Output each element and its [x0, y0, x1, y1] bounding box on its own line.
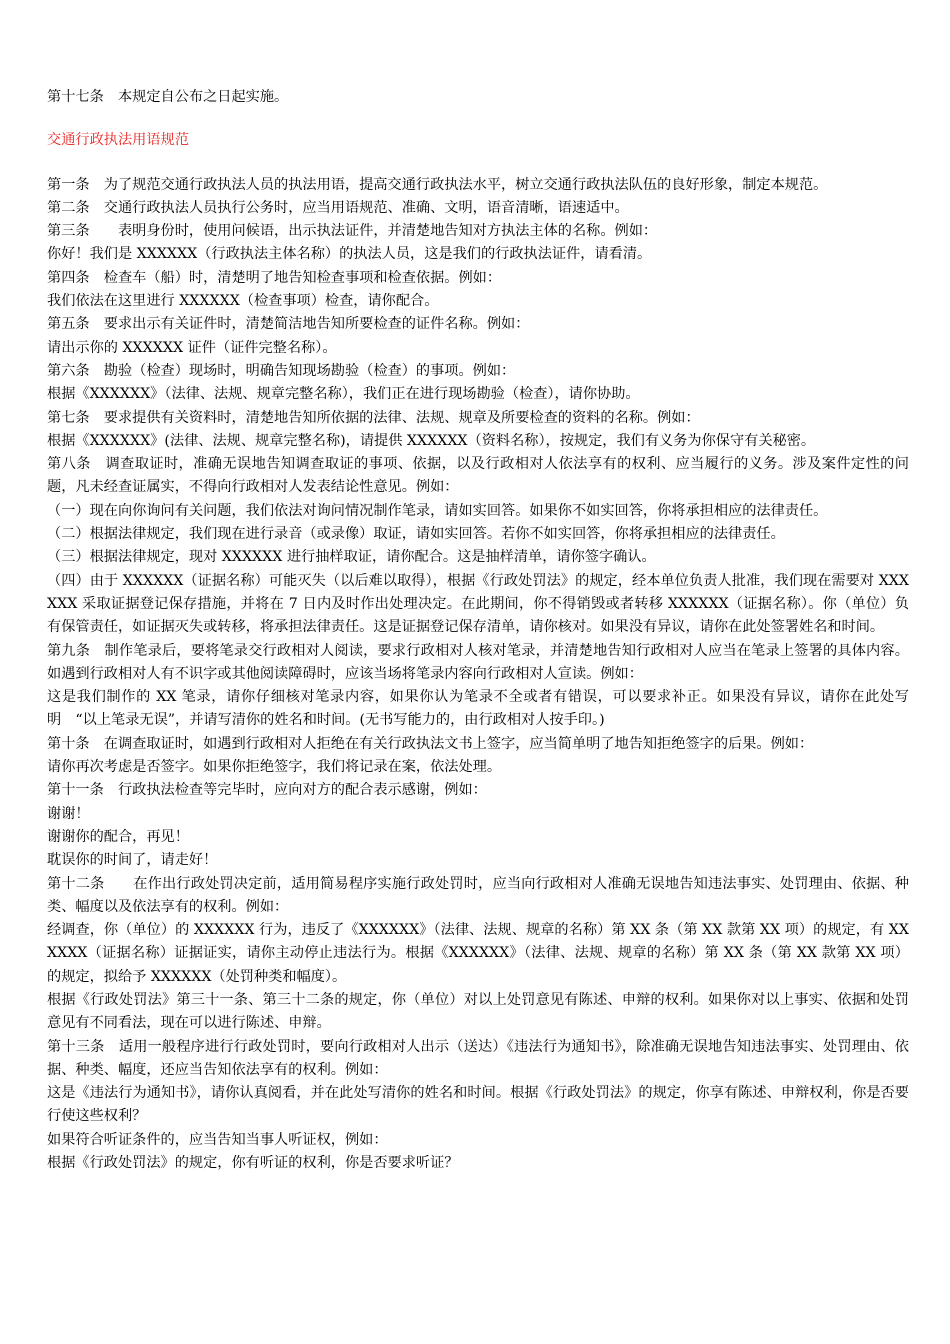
paragraph: 你好！我们是 XXXXXX（行政执法主体名称）的执法人员，这是我们的行政执法证件，请看清。	[47, 246, 652, 263]
paragraph: 第十三条 适用一般程序进行行政处罚时，要向行政相对人出示（送达）《违法行为通知书》，除准确无误地告知违法事实、处罚理由、依据、种类、幅度，还应当告知依法享有的权利。例如：	[47, 1038, 909, 1078]
paragraph: 耽误你的时间了，请走好！	[47, 852, 218, 869]
paragraph: （四）由于 XXXXXX（证据名称）可能灭失（以后难以取得），根据《行政处罚法》的规定，经本单位负责人批准，我们现在需要对 XXXXXX 采取证据登记保存措施，并将在 7 日内及时作出处理决定。在此期间，你不得销毁或者转移 XXXXXX（证据名称）。你（单位）负有保管责任，如证据灭失或转移，将承担法律责任。这是证据登记保存清单，请你核对。如果没有异议，请你在此处签署姓名和时间。	[47, 572, 909, 636]
paragraph: 第七条 要求提供有关资料时，清楚地告知所依据的法律、法规、规章及所要检查的资料的名称。例如：	[47, 409, 700, 426]
paragraph: 第一条 为了规范交通行政执法人员的执法用语，提高交通行政执法水平，树立交通行政执法队伍的良好形象，制定本规范。	[47, 176, 828, 193]
paragraph: 第五条 要求出示有关证件时，清楚简洁地告知所要检查的证件名称。例如：	[47, 316, 530, 333]
paragraph: 第十一条 行政执法检查等完毕时，应向对方的配合表示感谢，例如：	[47, 782, 487, 799]
paragraph: 谢谢你的配合，再见！	[47, 828, 189, 845]
paragraph: 根据《XXXXXX》(法律、法规、规章完整名称)，请提供 XXXXXX（资料名称），按规定，我们有义务为你保守有关秘密。	[47, 432, 816, 449]
paragraph: 根据《XXXXXX》（法律、法规、规章完整名称），我们正在进行现场勘验（检查），请你协助。	[47, 386, 640, 403]
paragraph: 第九条 制作笔录后，要将笔录交行政相对人阅读，要求行政相对人核对笔录，并清楚地告知行政相对人应当在笔录上签署的具体内容。如遇到行政相对人有不识字或其他阅读障碍时，应该当场将笔录内容向行政相对人宣读。例如：	[47, 642, 909, 682]
paragraph: （二）根据法律规定，我们现在进行录音（或录像）取证，请如实回答。若你不如实回答，你将承担相应的法律责任。	[47, 526, 785, 543]
document-body	[47, 174, 909, 1176]
paragraph: （一）现在向你询问有关问题，我们依法对询问情况制作笔录，请如实回答。如果你不如实回答，你将承担相应的法律责任。	[47, 502, 828, 519]
paragraph: 第八条 调查取证时，准确无误地告知调查取证的事项、依据，以及行政相对人依法享有的权利、应当履行的义务。涉及案件定性的问题，凡未经查证属实，不得向行政相对人发表结论性意见。例如：	[47, 456, 909, 496]
paragraph: 第二条 交通行政执法人员执行公务时，应当用语规范、准确、文明，语音清晰，语速适中。	[47, 199, 629, 216]
paragraph: 这是我们制作的 XX 笔录，请你仔细核对笔录内容，如果你认为笔录不全或者有错误，可以要求补正。如果没有异议，请你在此处写明 “以上笔录无误”，并请写清你的姓名和时间。(无书写能力的，由行政相对人按手印。)	[47, 689, 909, 729]
paragraph: 如果符合听证条件的，应当告知当事人听证权，例如：	[47, 1131, 388, 1148]
document-title: 交通行政执法用语规范	[47, 132, 189, 149]
paragraph: 根据《行政处罚法》的规定，你有听证的权利，你是否要求听证？	[47, 1155, 459, 1172]
paragraph: 根据《行政处罚法》第三十一条、第三十二条的规定，你（单位）对以上处罚意见有陈述、申辩的权利。如果你对以上事实、依据和处罚意见有不同看法，现在可以进行陈述、申辩。	[47, 991, 909, 1032]
paragraph: 我们依法在这里进行 XXXXXX（检查事项）检查，请你配合。	[47, 293, 439, 310]
paragraph: 谢谢！	[47, 805, 90, 822]
intro-line: 第十七条 本规定自公布之日起实施。	[47, 89, 289, 105]
paragraph: 请你再次考虑是否签字。如果你拒绝签字，我们将记录在案，依法处理。	[47, 759, 502, 776]
document-page	[47, 86, 909, 1175]
paragraph: 第四条 检查车（船）时，清楚明了地告知检查事项和检查依据。例如：	[47, 269, 502, 286]
paragraph: 请出示你的 XXXXXX 证件（证件完整名称）。	[47, 339, 337, 356]
paragraph: 经调查，你（单位）的 XXXXXX 行为，违反了《XXXXXX》（法律、法规、规章的名称）第 XX 条（第 XX 款第 XX 项）的规定，有 XXXXXX（证据名称）证据证实，请你主动停止违法行为。根据《XXXXXX》（法律、法规、规章的名称）第 XX 条（第 XX 款第 XX 项）的规定，拟给予 XXXXXX（处罚种类和幅度）。	[47, 922, 909, 985]
paragraph: （三）根据法律规定，现对 XXXXXX 进行抽样取证，请你配合。这是抽样清单，请你签字确认。	[47, 549, 656, 566]
paragraph: 第十二条 在作出行政处罚决定前，适用简易程序实施行政处罚时，应当向行政相对人准确无误地告知违法事实、处罚理由、依据、种类、幅度以及依法享有的权利。例如：	[47, 875, 909, 915]
paragraph: 这是《违法行为通知书》，请你认真阅看，并在此处写清你的姓名和时间。根据《行政处罚法》的规定，你享有陈述、申辩权利，你是否要行使这些权利？	[47, 1085, 909, 1125]
paragraph: 第十条 在调查取证时，如遇到行政相对人拒绝在有关行政执法文书上签字，应当简单明了地告知拒绝签字的后果。例如：	[47, 735, 814, 752]
paragraph: 第六条 勘验（检查）现场时，明确告知现场勘验（检查）的事项。例如：	[47, 362, 516, 379]
paragraph: 第三条 表明身份时，使用问候语，出示执法证件，并清楚地告知对方执法主体的名称。例如：	[47, 223, 658, 240]
